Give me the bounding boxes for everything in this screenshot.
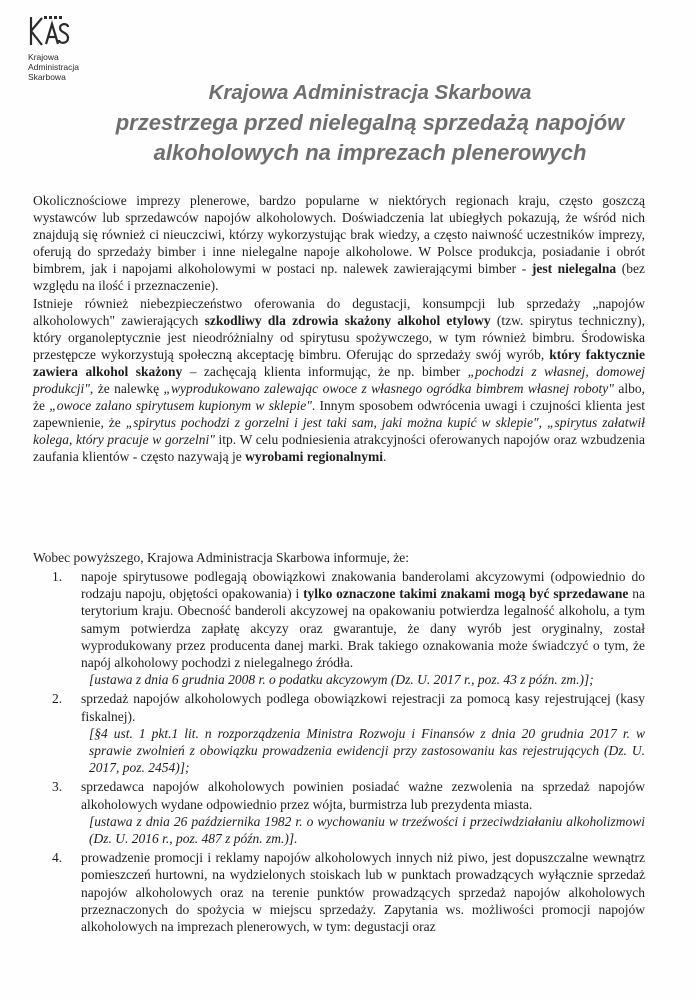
list-item xyxy=(33,849,645,935)
list-item xyxy=(33,778,645,847)
p1-text-a: Okolicznościowe imprezy plenerowe, bardzo popularne w niektórych regionach kraju, często goszczą wystawców lub sprzedawców napojów alkoholowych. Doświadczenia lat ubiegłych pokazują, że wśród nich znajdują się również ci nieuczciwi, którzy wykorzystując brak wiedzy, a często naiwność uczestników imprezy, oferują do sprzedaży bimber i inne nielegalne napoje alkoholowe. W Polsce produkcja, posiadanie i obrót bimbrem, jak i napojami alkoholowymi w postaci np. nalewek zawierającymi bimber - xyxy=(33,193,645,277)
p1-bold: jest nielegalna xyxy=(531,261,617,277)
p2-italic-h: „wyprodukowano zalewając owoce z własnego ogródka bimbrem własnej roboty" xyxy=(163,381,614,397)
p2-bold-p: wyrobami regionalnymi xyxy=(245,449,384,465)
item-4-text: prowadzenie promocji i reklamy napojów alkoholowych innych niż piwo, jest dopuszczalne wewnątrz pomieszczeń hurtowni, na wydzielonych stoiskach lub w punktach prowadzących wyłącznie sprzedaż napojów alkoholowych oraz na terenie punktów prowadzących sprzedaż napojów alkoholowych przeznaczonych do spożycia w miejscu sprzedaży. Zapytania ws. możliwości promocji napojów alkoholowych na imprezach plenerowych, w tym: degustacji oraz xyxy=(81,850,645,935)
p2-text-a: Istnieje również niebezpieczeństwo oferowania do degustacji, konsumpcji lub sprzedaży „napojów alkoholowych" zawierających xyxy=(33,295,645,328)
p2-bold-d: który faktycznie zawiera alkohol skażony xyxy=(33,346,645,379)
p2-text-q: . xyxy=(383,449,387,465)
p2-text-k: . Innym sposobem odwrócenia uwagi i czujności klienta jest zapewnienie, że xyxy=(33,398,645,431)
numbered-list xyxy=(33,568,645,937)
paragraph-2 xyxy=(33,295,645,466)
item-3-citation: [ustawa z dnia 26 października 1982 r. o wychowaniu w trzeźwości i przeciwdziałaniu alkoholizmowi (Dz. U. 2016 r., poz. 487 z późn. zm.)]. xyxy=(89,813,645,847)
p1-text-c: (bez względu na ilość i przeznaczenie). xyxy=(33,261,645,294)
p2-italic-j: „owoce zalano spirytusem kupionym w sklepie" xyxy=(49,398,312,414)
p2-bold-b: szkodliwy dla zdrowia skażony alkohol etylowy xyxy=(204,312,491,328)
p2-italic-l: „spirytus pochodzi z gorzelni i jest taki sam, jaki można kupić w sklepie" xyxy=(125,415,539,431)
kas-logo xyxy=(28,14,108,82)
kas-emblem-icon xyxy=(28,14,70,48)
heading-line-1: Krajowa Administracja Skarbowa xyxy=(208,81,532,104)
list-item-number: 2. xyxy=(52,691,63,707)
item-1-bold: tylko oznaczone takimi znakami mogą być sprzedawane xyxy=(303,586,629,602)
logo-line-1: Krajowa Administracja xyxy=(28,52,80,72)
item-1-text-c: na terytorium kraju. Obecność banderoli akcyzowej na opakowaniu potwierdza legalność alkoholu, a tym samym potwierdza zapłatę akcyzy oraz gwarantuje, że dany wyrób jest oryginalny, został wyprodukowany przez producenta danej marki. Brak takiego oznakowania może świadczyć o tym, że napój alkoholowy pochodzi z nielegalnego źródła. xyxy=(81,586,645,671)
item-1-text-a: napoje spirytusowe podlegają obowiązkowi znakowania banderolami akcyzowymi (odpowiednio do rodzaju napoju, objętości opakowania) i xyxy=(81,569,645,602)
list-item-number: 3. xyxy=(52,779,63,795)
list-intro: Wobec powyższego, Krajowa Administracja Skarbowa informuje, że: xyxy=(33,550,410,565)
p2-text-o: itp. W celu podniesienia atrakcyjności oferowanych napojów oraz wzbudzenia zaufania klientów - często nazywają je xyxy=(33,432,645,465)
list-item-number: 4. xyxy=(52,850,63,866)
paragraph-1 xyxy=(33,192,645,295)
item-2-citation: [§4 ust. 1 pkt.1 lit. n rozporządzenia Ministra Rozwoju i Finansów z dnia 20 grudnia 2017 r. w sprawie zwolnień z obowiązku prowadzenia ewidencji przy zastosowaniu kas rejestrujących (Dz. U. 2017, poz. 2454)]; xyxy=(89,725,645,776)
list-item xyxy=(33,690,645,776)
p2-italic-f: „pochodzi z własnej, domowej produkcji" xyxy=(33,363,645,397)
document-heading xyxy=(40,78,697,168)
p2-italic-n: „spirytus załatwił kolega, który pracuje w gorzelni" xyxy=(33,415,645,448)
heading-line-3: alkoholowych na imprezach plenerowych xyxy=(153,140,587,165)
heading-line-2: przestrzega przed nielegalną sprzedażą napojów xyxy=(115,110,625,135)
p2-text-m: , xyxy=(538,415,547,431)
body-text xyxy=(33,192,645,466)
item-2-text: sprzedaż napojów alkoholowych podlega obowiązkowi rejestracji za pomocą kasy rejestrującej (kasy fiskalnej). xyxy=(81,691,645,724)
list-item xyxy=(33,568,645,688)
item-1-citation: [ustawa z dnia 6 grudnia 2008 r. o podatku akcyzowym (Dz. U. 2017 r., poz. 43 z późn. zm.)]; xyxy=(89,672,594,688)
p2-text-g: , że nalewkę xyxy=(89,381,164,397)
p2-text-i: albo, że xyxy=(33,381,645,414)
logo-line-2: Skarbowa xyxy=(28,72,66,82)
p2-text-e: – zachęcają klienta informując, że np. bimber xyxy=(182,363,468,379)
list-item-number: 1. xyxy=(52,569,63,584)
item-3-text: sprzedawca napojów alkoholowych powinien posiadać ważne zezwolenia na sprzedaż napojów alkoholowych wydane odpowiednio przez wójta, burmistrza lub prezydenta miasta. xyxy=(81,779,645,812)
p2-text-c: (tzw. spirytus techniczny), który organoleptycznie jest nieodróżnialny od spirytusu spożywczego, w tym również bimbru. Środowiska przestępcze wykorzystują społeczną akceptację bimbru. Oferując do sprzedaży swój wyrób, xyxy=(33,312,645,362)
